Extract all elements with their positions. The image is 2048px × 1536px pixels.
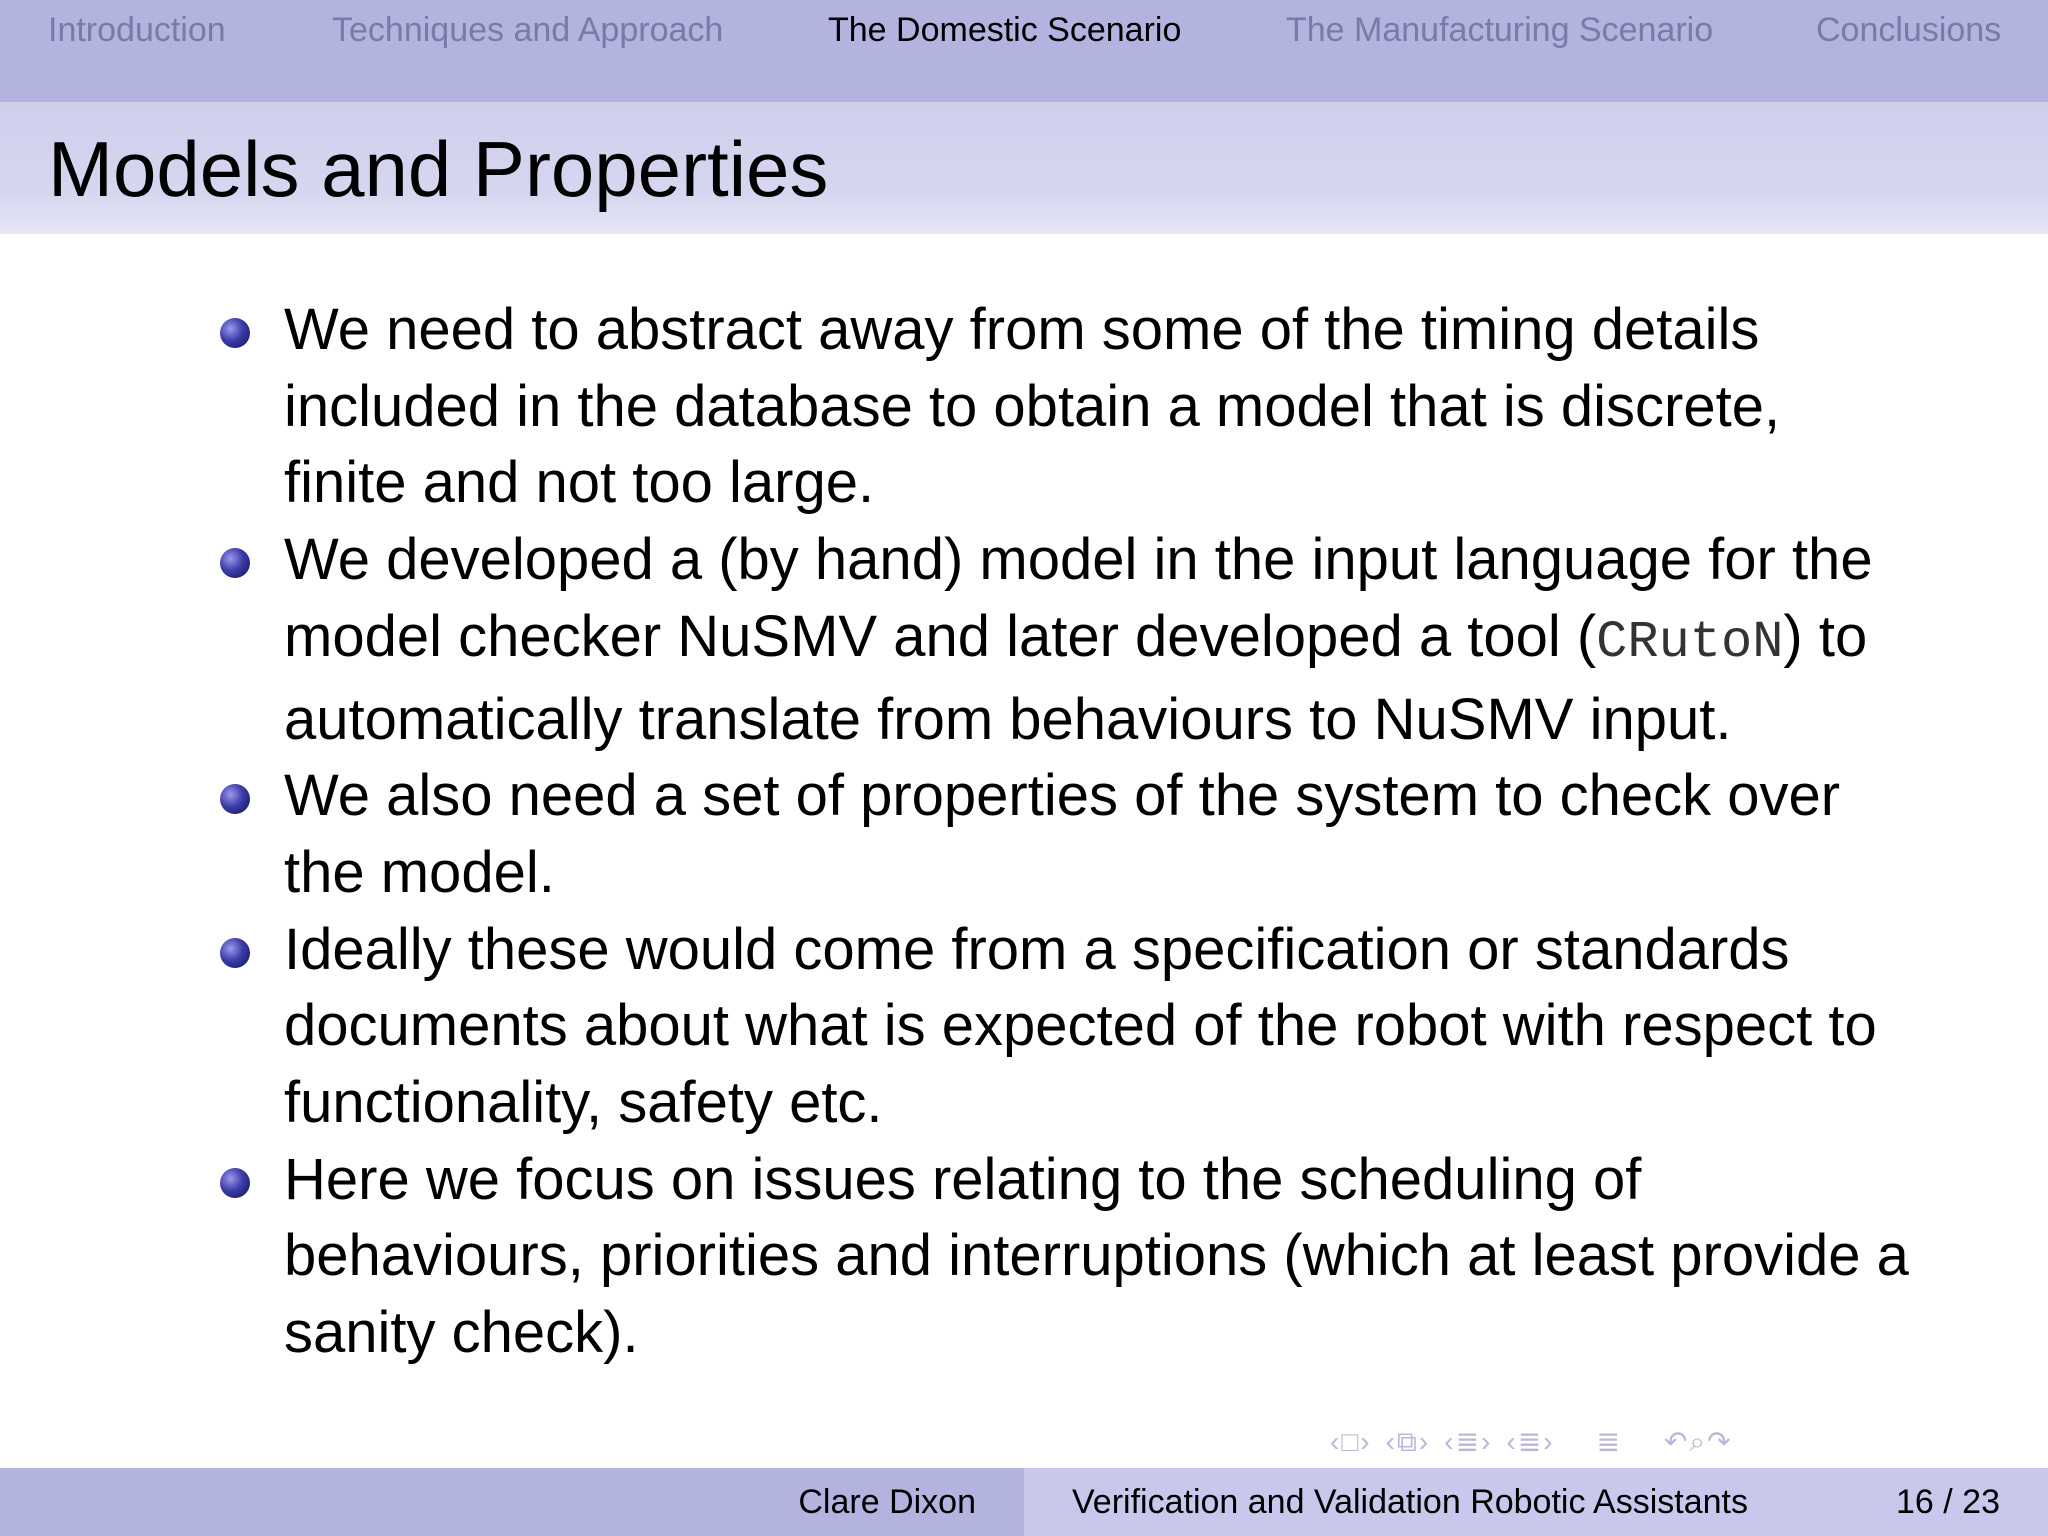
bullet-ball-icon bbox=[220, 548, 250, 578]
bullet-text: Here we focus on issues relating to the scheduling of behaviours, priorities and interruptions (which at least provide a sanity check). bbox=[284, 1146, 1909, 1366]
next-frame-icon[interactable]: › bbox=[1418, 1426, 1429, 1457]
frame-title-bar bbox=[0, 102, 2048, 234]
bullet-text: Ideally these would come from a specification or standards documents about what is expected of the robot with respect to functionality, safety etc. bbox=[284, 916, 1877, 1136]
previous-section-icon[interactable]: ‹ bbox=[1506, 1426, 1516, 1457]
bullet-ball-icon bbox=[220, 784, 250, 814]
nav-section-domestic-scenario[interactable]: The Domestic Scenario bbox=[828, 11, 1182, 49]
bullet-ball-icon bbox=[220, 318, 250, 348]
back-icon[interactable]: ↶ bbox=[1663, 1426, 1688, 1457]
subsection-icon[interactable]: ≣ bbox=[1455, 1426, 1480, 1457]
previous-subsection-icon[interactable]: ‹ bbox=[1444, 1426, 1454, 1457]
next-subsection-icon[interactable]: › bbox=[1481, 1426, 1491, 1457]
bullet-list bbox=[214, 292, 1914, 1372]
nav-section-techniques[interactable]: Techniques and Approach bbox=[332, 11, 724, 49]
nav-section-introduction[interactable]: Introduction bbox=[48, 11, 226, 49]
forward-icon[interactable]: ↷ bbox=[1707, 1426, 1731, 1457]
navigation-symbols bbox=[1330, 1424, 1733, 1460]
search-icon[interactable]: ⌕ bbox=[1689, 1426, 1706, 1457]
frame-title: Models and Properties bbox=[48, 125, 829, 213]
bullet-ball-icon bbox=[220, 938, 250, 968]
page-number: 16 / 23 bbox=[1896, 1483, 2000, 1521]
next-section-icon[interactable]: › bbox=[1543, 1426, 1553, 1457]
section-navigation-bar bbox=[0, 0, 2048, 102]
footer bbox=[0, 1468, 2048, 1536]
bullet-item bbox=[214, 912, 1914, 1142]
previous-frame-icon[interactable]: ‹ bbox=[1385, 1426, 1395, 1457]
bullet-item bbox=[214, 292, 1914, 522]
bullet-text: We also need a set of properties of the system to check over the model. bbox=[284, 763, 1841, 905]
slide-icon[interactable]: □ bbox=[1341, 1426, 1359, 1457]
bullet-text: We need to abstract away from some of the timing details included in the database to obtain a model that is discrete, finite and not too large. bbox=[284, 297, 1781, 516]
footer-title-box bbox=[1024, 1468, 2048, 1536]
nav-section-manufacturing-scenario[interactable]: The Manufacturing Scenario bbox=[1286, 11, 1714, 49]
section-icon[interactable]: ≣ bbox=[1517, 1426, 1542, 1457]
bullet-text: We developed a (by hand) model in the input language for the model checker NuSMV and later developed a tool ( bbox=[284, 527, 1873, 669]
footer-title: Verification and Validation Robotic Assistants bbox=[1072, 1483, 1748, 1521]
footer-author-box bbox=[0, 1468, 1024, 1536]
document-icon[interactable]: ≣ bbox=[1596, 1426, 1620, 1457]
previous-slide-icon[interactable]: ‹ bbox=[1330, 1426, 1340, 1457]
next-slide-icon[interactable]: › bbox=[1360, 1426, 1370, 1457]
nav-section-conclusions[interactable]: Conclusions bbox=[1816, 11, 2002, 49]
tool-name: CRutoN bbox=[1596, 612, 1784, 672]
bullet-ball-icon bbox=[220, 1168, 250, 1198]
frame-icon[interactable]: ⧉ bbox=[1396, 1426, 1417, 1457]
footer-author: Clare Dixon bbox=[798, 1483, 976, 1521]
slide-content bbox=[0, 234, 2048, 1468]
bullet-text: ) to automatically translate from behaviours to NuSMV input. bbox=[284, 603, 1868, 752]
bullet-item bbox=[214, 758, 1914, 911]
bullet-item bbox=[214, 522, 1914, 758]
bullet-item bbox=[214, 1142, 1914, 1372]
